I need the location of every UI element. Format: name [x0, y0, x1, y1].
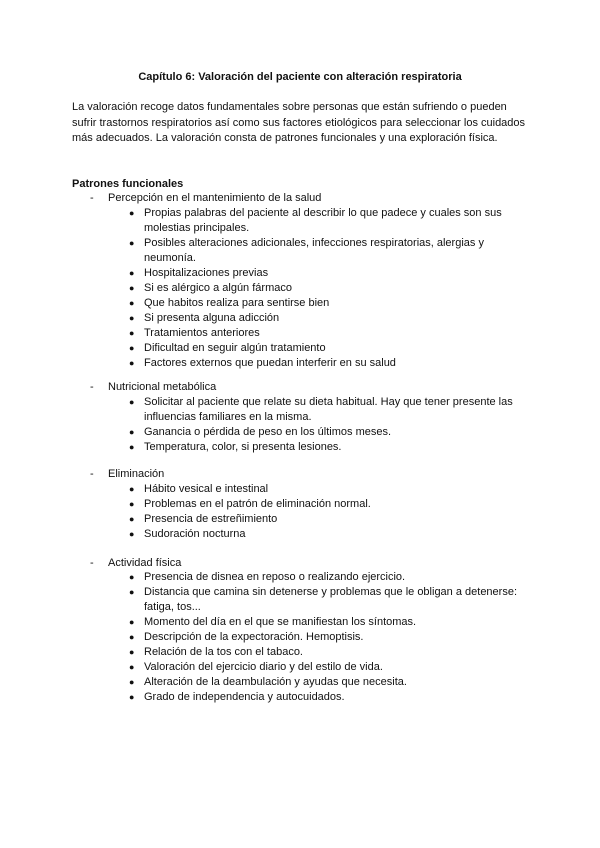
bullet-marker: ●	[129, 238, 135, 248]
bullet-marker: ●	[129, 313, 135, 323]
list-nutricional	[126, 395, 526, 455]
list-item-text: Presencia de estreñimiento	[144, 513, 278, 525]
bullet-marker: ●	[129, 662, 135, 672]
section-title-label: Percepción en el mantenimiento de la salud	[108, 192, 322, 204]
list-item-text: Factores externos que puedan interferir en su salud	[144, 357, 396, 369]
list-item	[126, 660, 526, 675]
list-item	[126, 266, 526, 281]
list-item-text: Descripción de la expectoración. Hemoptisis.	[144, 631, 364, 643]
list-item-text: Alteración de la deambulación y ayudas que necesita.	[144, 676, 407, 688]
section-title-label: Eliminación	[108, 468, 165, 480]
bullet-marker: ●	[129, 427, 135, 437]
list-item	[126, 585, 526, 615]
bullet-marker: ●	[129, 647, 135, 657]
list-item	[126, 341, 526, 356]
list-item	[126, 425, 526, 440]
list-item	[126, 497, 526, 512]
list-item	[126, 675, 526, 690]
list-item-text: Grado de independencia y autocuidados.	[144, 691, 345, 703]
list-eliminacion	[126, 482, 526, 542]
dash-marker: -	[90, 557, 94, 569]
dash-marker: -	[90, 381, 94, 393]
section-title-percepcion	[90, 191, 321, 206]
bullet-marker: ●	[129, 208, 135, 218]
section-title-nutricional	[90, 380, 216, 395]
list-item-text: Sudoración nocturna	[144, 528, 246, 540]
bullet-marker: ●	[129, 397, 135, 407]
bullet-marker: ●	[129, 617, 135, 627]
list-item	[126, 326, 526, 341]
list-item	[126, 440, 526, 455]
list-percepcion	[126, 206, 526, 371]
list-item-text: Distancia que camina sin detenerse y problemas que le obligan a detenerse: fatiga, tos...	[144, 586, 518, 613]
list-item	[126, 645, 526, 660]
list-item	[126, 206, 526, 236]
list-item-text: Propias palabras del paciente al describir lo que padece y cuales son sus molestias principales.	[144, 207, 502, 234]
bullet-marker: ●	[129, 298, 135, 308]
list-item	[126, 512, 526, 527]
bullet-marker: ●	[129, 572, 135, 582]
list-item-text: Relación de la tos con el tabaco.	[144, 646, 303, 658]
section-title-actividad	[90, 556, 181, 571]
list-item-text: Que habitos realiza para sentirse bien	[144, 297, 330, 309]
list-item-text: Problemas en el patrón de eliminación normal.	[144, 498, 371, 510]
page-title: Capítulo 6: Valoración del paciente con alteración respiratoria	[138, 71, 462, 83]
bullet-marker: ●	[129, 587, 135, 597]
bullet-marker: ●	[129, 677, 135, 687]
intro-paragraph: La valoración recoge datos fundamentales sobre personas que están sufriendo o pueden sufrir trastornos respiratorios así como sus factores etiológicos para seleccionar los cuidados más adecuados. La valoración consta de patrones funcionales y una exploración física.	[72, 101, 526, 144]
list-item	[126, 527, 526, 542]
list-item-text: Solicitar al paciente que relate su dieta habitual. Hay que tener presente las influencias familiares en la misma.	[144, 396, 513, 423]
list-item-text: Ganancia o pérdida de peso en los últimos meses.	[144, 426, 392, 438]
bullet-marker: ●	[129, 692, 135, 702]
bullet-marker: ●	[129, 442, 135, 452]
bullet-marker: ●	[129, 484, 135, 494]
list-item-text: Momento del día en el que se manifiestan los síntomas.	[144, 616, 417, 628]
list-item	[126, 395, 526, 425]
list-item-text: Si es alérgico a algún fármaco	[144, 282, 292, 294]
list-item-text: Hábito vesical e intestinal	[144, 483, 269, 495]
bullet-marker: ●	[129, 632, 135, 642]
bullet-marker: ●	[129, 358, 135, 368]
list-item-text: Dificultad en seguir algún tratamiento	[144, 342, 326, 354]
bullet-marker: ●	[129, 283, 135, 293]
list-item-text: Posibles alteraciones adicionales, infecciones respiratorias, alergias y neumonía.	[144, 237, 484, 264]
list-item	[126, 482, 526, 497]
list-item	[126, 356, 526, 371]
list-item	[126, 281, 526, 296]
list-item-text: Tratamientos anteriores	[144, 327, 260, 339]
list-item	[126, 630, 526, 645]
dash-marker: -	[90, 192, 94, 204]
section-title-label: Actividad física	[108, 557, 182, 569]
list-item	[126, 311, 526, 326]
list-item	[126, 236, 526, 266]
section-title-label: Nutricional metabólica	[108, 381, 217, 393]
list-item-text: Temperatura, color, si presenta lesiones.	[144, 441, 342, 453]
bullet-marker: ●	[129, 499, 135, 509]
bullet-marker: ●	[129, 268, 135, 278]
list-item	[126, 690, 526, 705]
bullet-marker: ●	[129, 514, 135, 524]
list-actividad	[126, 570, 526, 705]
list-item	[126, 570, 526, 585]
list-item-text: Presencia de disnea en reposo o realizando ejercicio.	[144, 571, 406, 583]
bullet-marker: ●	[129, 529, 135, 539]
bullet-marker: ●	[129, 343, 135, 353]
list-item	[126, 615, 526, 630]
bullet-marker: ●	[129, 328, 135, 338]
list-item-text: Valoración del ejercicio diario y del estilo de vida.	[144, 661, 383, 673]
section-heading: Patrones funcionales	[72, 178, 184, 190]
list-item	[126, 296, 526, 311]
list-item-text: Hospitalizaciones previas	[144, 267, 269, 279]
list-item-text: Si presenta alguna adicción	[144, 312, 280, 324]
dash-marker: -	[90, 468, 94, 480]
section-title-eliminacion	[90, 467, 164, 482]
